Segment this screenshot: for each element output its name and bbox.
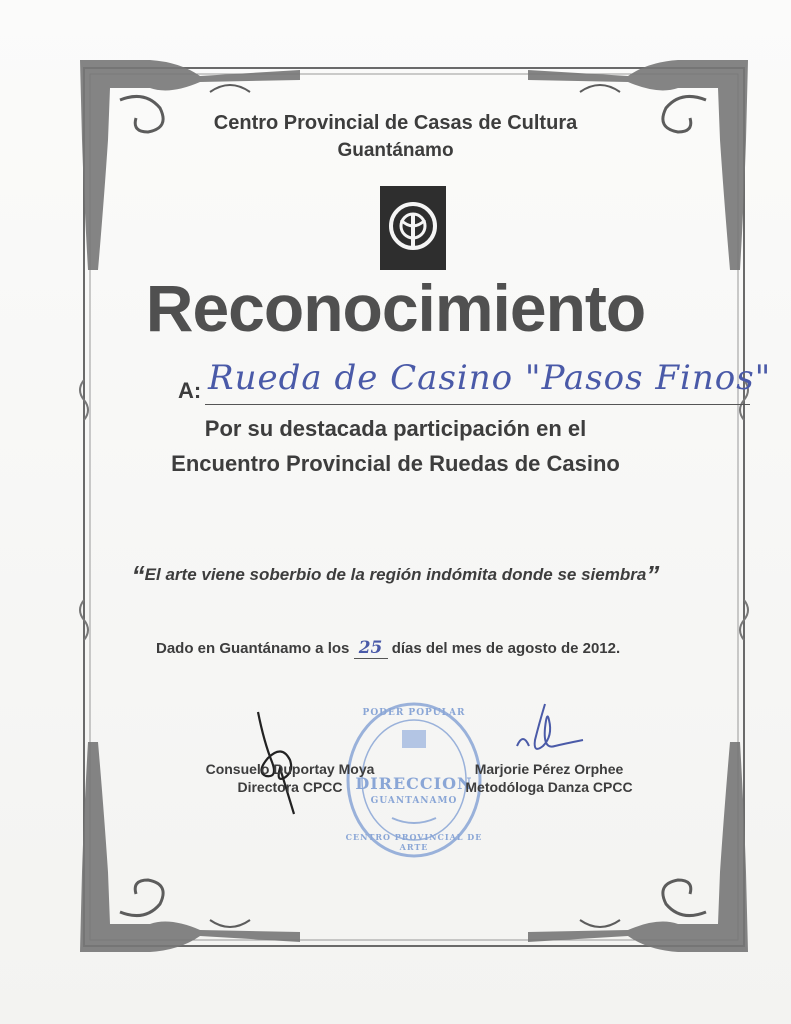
given-suffix: días del mes de agosto de 2012. [391,640,621,657]
culture-house-logo [380,186,446,270]
recipient-label: A: [178,378,202,403]
quote-close-mark: ” [646,560,660,590]
organization-name: Centro Provincial de Casas de Cultura [213,112,578,134]
right-signatory-role: Metodóloga Danza CPCC [465,779,633,795]
stamp-city-text: GUANTANAMO [370,796,458,806]
recipient-underline [205,404,750,405]
given-prefix: Dado en Guantánamo a los [156,640,350,657]
quote-text: El arte viene soberbio de la región indómita donde se siembra [144,565,647,584]
stamp-bottom-text: CENTRO PROVINCIAL DE ARTE [345,832,483,852]
body-line-1: Por su destacada participación en el [204,416,587,441]
right-signatory [454,760,644,796]
body-line-2: Encuentro Provincial de Ruedas de Casino [171,451,620,476]
given-day: 25 [354,638,388,659]
certificate-title: Reconocimiento [145,271,646,345]
motto-quote [0,560,791,591]
given-date-line [156,638,620,659]
left-signatory [200,760,380,796]
quote-open-mark: “ [131,560,145,590]
right-signatory-name: Marjorie Pérez Orphee [474,761,624,777]
stamp-top-text: PODER POPULAR [362,708,466,718]
stamp-center-text: DIRECCION [355,774,473,793]
organization-city: Guantánamo [337,140,454,161]
left-signatory-name: Consuelo Duportay Moya [205,761,375,777]
left-signatory-role: Directora CPCC [237,779,343,795]
recipient-name: Rueda de Casino "Pasos Finos" [208,358,772,398]
